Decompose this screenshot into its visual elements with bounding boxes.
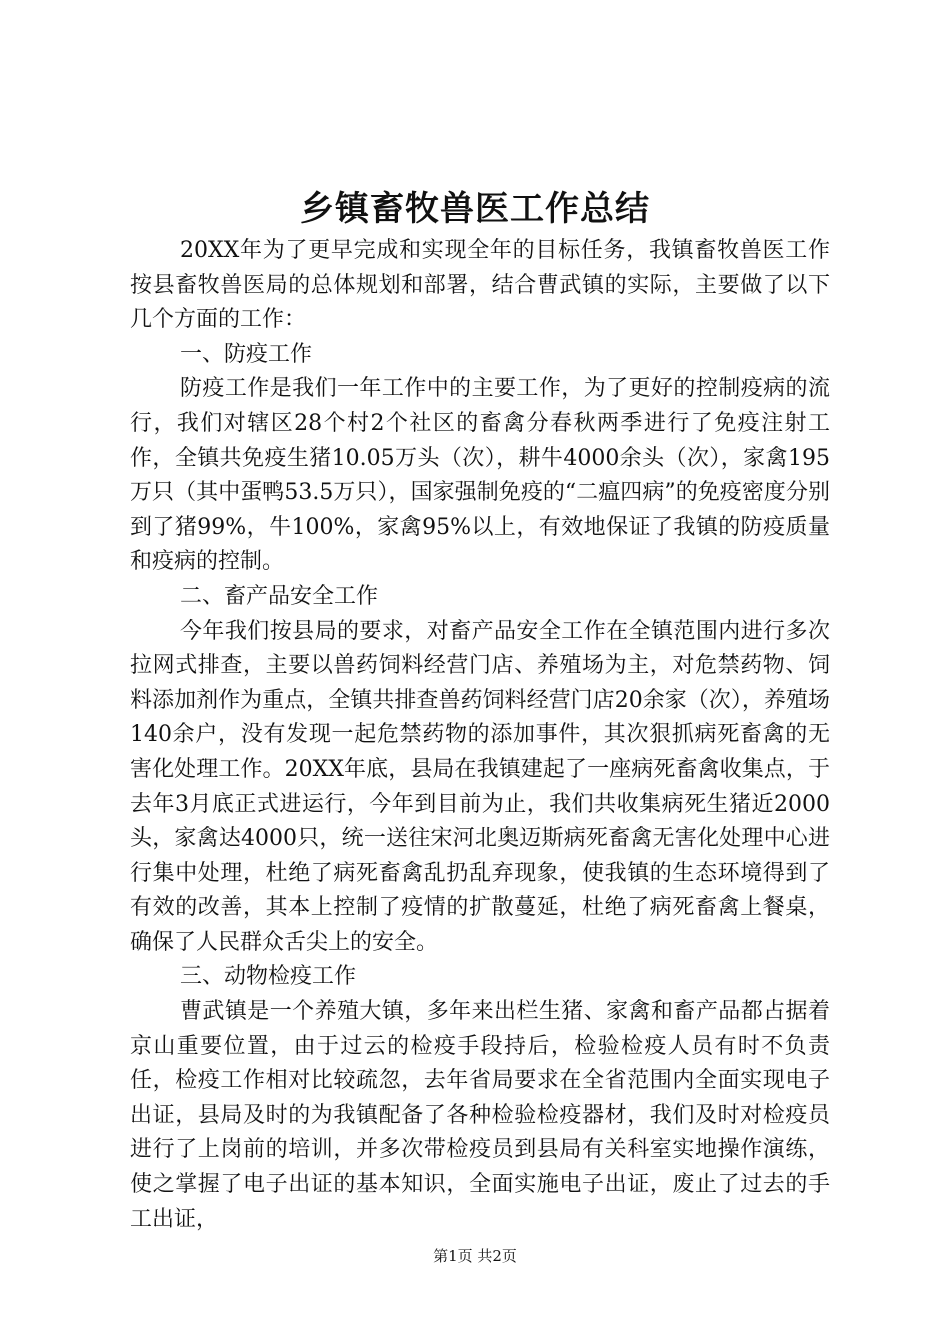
section-heading-epidemic-prevention: 一、防疫工作 bbox=[180, 341, 313, 367]
animal-quarantine-paragraph: 曹武镇是一个养殖大镇，多年来出栏生猪、家禽和畜产品都占据着京山重要位置，由于过云的检疫手段持后，检验检疫人员有时不负责任，检疫工作相对比较疏忽，去年省局要求在全省范围内全面实现电子出证，县局及时的为我镇配备了各种检验检疫器材，我们及时对检疫员进行了上岗前的培训，并多次带检疫员到县局有关科室实地操作演练，使之掌握了电子出证的基本知识，全面实施电子出证，废止了过去的手工出证， bbox=[130, 999, 830, 1232]
section-heading-animal-quarantine: 三、动物检疫工作 bbox=[180, 964, 357, 990]
epidemic-prevention-paragraph: 防疫工作是我们一年工作中的主要工作，为了更好的控制疫病的流行，我们对辖区28个村2个社区的畜禽分春秋两季进行了免疫注射工作，全镇共免疫生猪10.05万头（次），耕牛4000余头（次），家禽195万只（其中蛋鸭53.5万只），国家强制免疫的“二瘟四病”的免疫密度分别到了猪99%，牛100%，家禽95%以上，有效地保证了我镇的防疫质量和疫病的控制。 bbox=[130, 376, 830, 575]
intro-paragraph: 20XX年为了更早完成和实现全年的目标任务，我镇畜牧兽医工作按县畜牧兽医局的总体规划和部署，结合曹武镇的实际，主要做了以下几个方面的工作： bbox=[130, 238, 830, 333]
livestock-product-safety-paragraph: 今年我们按县局的要求，对畜产品安全工作在全镇范围内进行多次拉网式排查，主要以兽药饲料经营门店、养殖场为主，对危禁药物、饲料添加剂作为重点，全镇共排查兽药饲料经营门店20余家（次），养殖场140余户，没有发现一起危禁药物的添加事件，其次狠抓病死畜禽的无害化处理工作。20XX年底，县局在我镇建起了一座病死畜禽收集点，于去年3月底正式进运行，今年到目前为止，我们共收集病死生猪近2000头，家禽达4000只，统一送往宋河北奥迈斯病死畜禽无害化处理中心进行集中处理，杜绝了病死畜禽乱扔乱弃现象，使我镇的生态环境得到了有效的改善，其本上控制了疫情的扩散蔓延，杜绝了病死畜禽上餐桌，确保了人民群众舌尖上的安全。 bbox=[130, 618, 830, 955]
document-title: 乡镇畜牧兽医工作总结 bbox=[300, 189, 650, 229]
document-body bbox=[130, 234, 830, 1237]
page-footer: 第1页 共2页 bbox=[433, 1247, 517, 1265]
section-heading-livestock-product-safety: 二、畜产品安全工作 bbox=[180, 583, 379, 609]
